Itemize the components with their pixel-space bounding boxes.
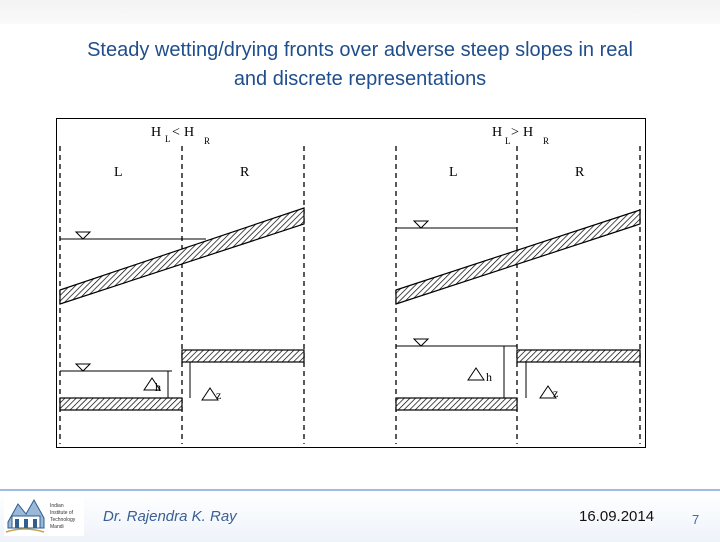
water-level-triangle-icon (414, 221, 428, 228)
top-bar (0, 0, 720, 24)
title-line-1: Steady wetting/drying fronts over adverse steep slopes in real (87, 39, 633, 61)
slide-title (20, 36, 700, 94)
head-right-subscript: R (543, 136, 550, 146)
head-left-label: H (151, 125, 162, 140)
head-right-label: H (184, 125, 195, 140)
head-left-subscript: L (505, 136, 511, 146)
discrete-bed-left (60, 398, 182, 410)
head-left-subscript: L (165, 134, 171, 144)
region-left-label: L (449, 165, 458, 180)
region-right-label: R (575, 165, 585, 180)
delta-z-label: z (216, 388, 222, 402)
head-right-subscript: R (204, 136, 211, 146)
logo-line-4: Mandi (50, 524, 64, 530)
head-left-label: H (492, 125, 503, 140)
logo-line-2: Institute of (50, 510, 74, 516)
right-panel (396, 125, 640, 444)
presentation-date: 16.09.2014 (579, 508, 655, 525)
head-relation: > (511, 125, 519, 140)
region-left-label: L (114, 165, 123, 180)
logo-line-1: Indian (50, 503, 64, 509)
delta-h-triangle-icon (468, 368, 484, 380)
title-line-2: and discrete representations (233, 68, 487, 90)
sloped-bed (396, 210, 640, 304)
region-right-label: R (240, 165, 250, 180)
water-level-triangle-icon (76, 232, 90, 239)
delta-z-label: z (553, 386, 559, 400)
discrete-water-level-triangle-icon (76, 364, 90, 371)
wetting-drying-diagram (56, 118, 646, 448)
discrete-water-level-triangle-icon (414, 339, 428, 346)
head-relation: < (172, 125, 180, 140)
author-name: Dr. Rajendra K. Ray (103, 508, 237, 525)
delta-h-label: h (486, 370, 492, 384)
head-right-label: H (523, 125, 534, 140)
discrete-bed-left (396, 398, 517, 410)
discrete-bed-right (182, 350, 304, 362)
delta-h-label: h (155, 380, 161, 394)
page-number: 7 (692, 512, 700, 527)
institute-logo (4, 492, 84, 536)
discrete-bed-right (517, 350, 640, 362)
left-panel (60, 125, 304, 444)
logo-line-3: Technology (50, 517, 76, 523)
